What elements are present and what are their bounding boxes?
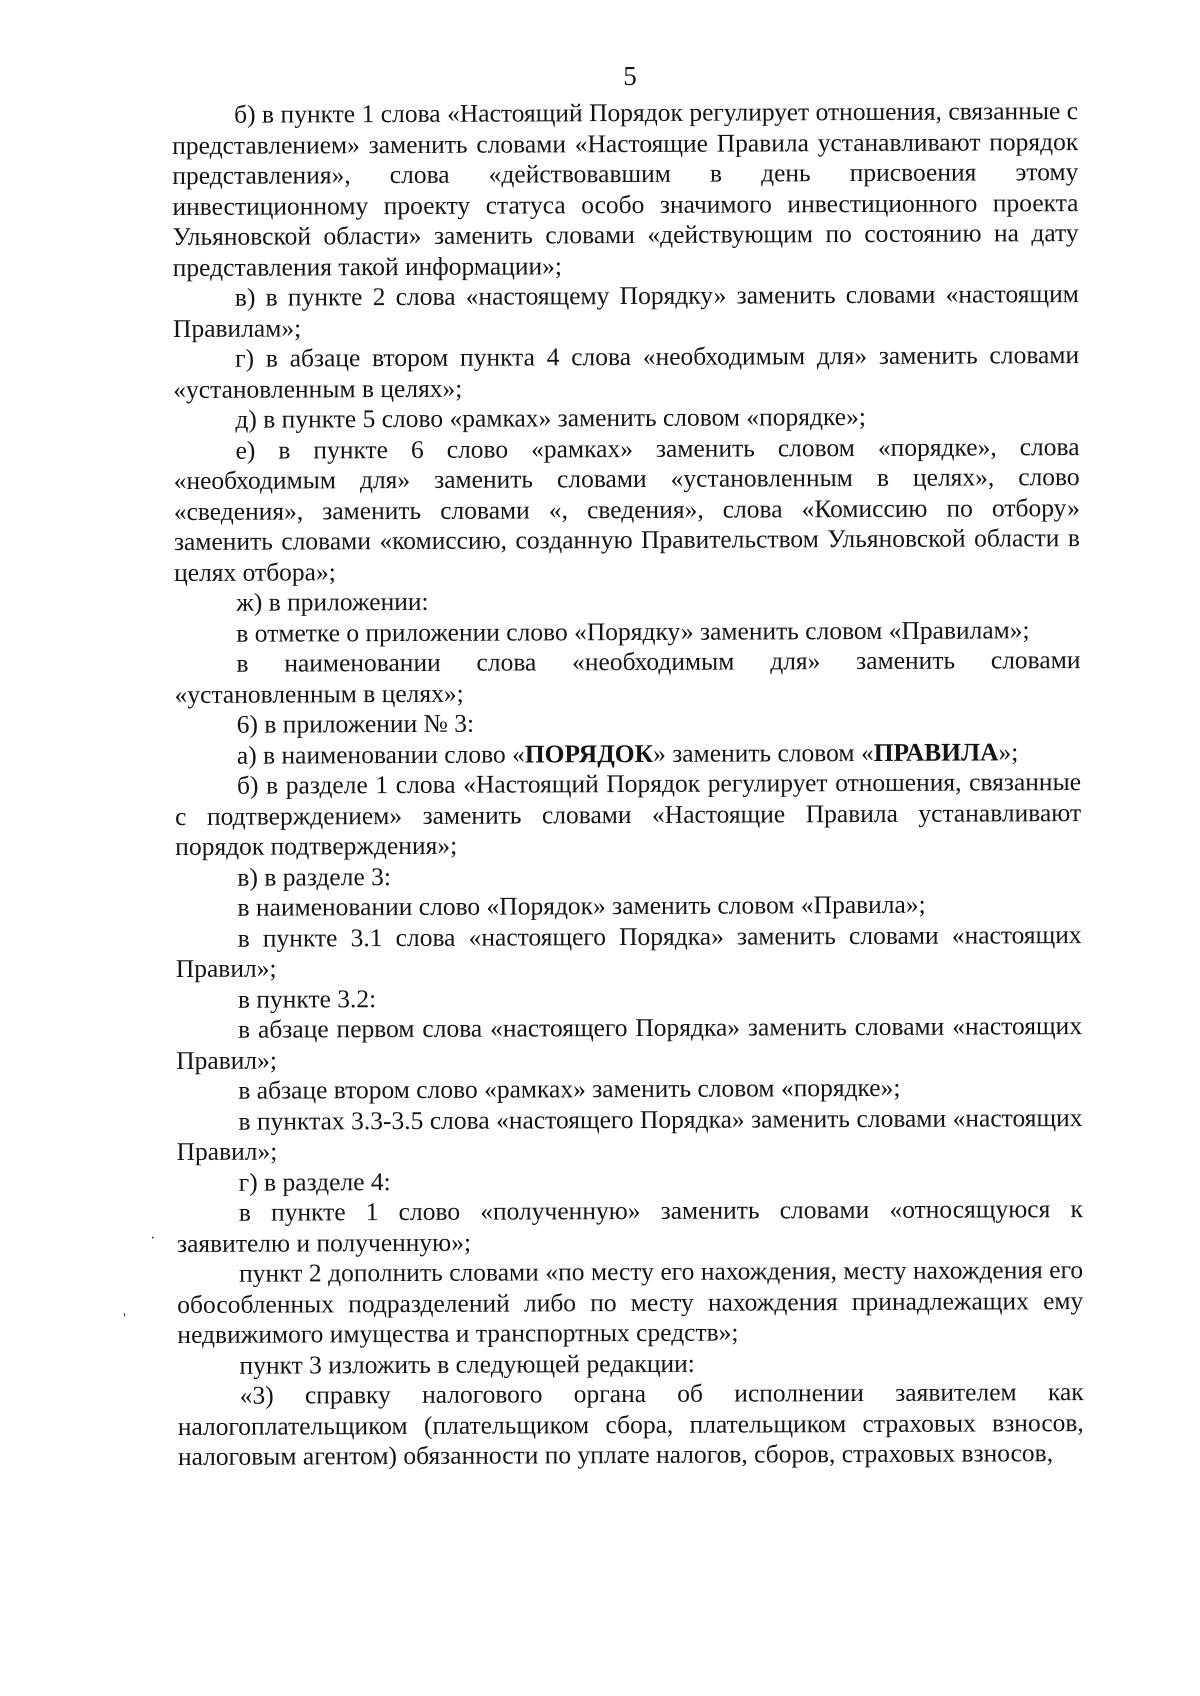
paragraph: ж) в приложении: [236,586,429,617]
scan-speck: ` [114,1311,129,1329]
paragraph: в пункте 3.2: [237,983,377,1014]
text-run: а) в наименовании слово « [236,738,525,770]
document-body [172,96,1084,1472]
paragraph: в) в разделе 3: [237,861,392,892]
paragraph: в) в пункте 2 слова «настоящему Порядку» заменить словами «настоящим Правилам»; [172,279,1079,343]
paragraph: пункт 3 изложить в следующей редакции: [239,1348,695,1380]
paragraph: в пунктах 3.3-3.5 слова «настоящего Порядка» заменить словами «настоящих Правил»; [176,1102,1083,1166]
page-number: 5 [623,61,637,91]
paragraph: в абзаце втором слово «рамках» заменить словом «порядке»; [238,1072,901,1105]
paragraph: е) в пункте 6 слово «рамках» заменить словом «порядке», слова «необходимым для» заменить словами «установленным в целях», слово «сведения», заменить словами «, сведения», слова «Комиссию по отбору» заменить словами «комиссию, созданную Правительством Ульяновской области в целях отбора»; [173,431,1080,587]
bold-word-pravila: ПРАВИЛА [873,736,999,767]
paragraph: пункт 2 дополнить словами «по месту его нахождения, месту нахождения его обособленных подразделений либо по месту нахождения принадлежащих ему недвижимого имущества и транспортных средств»; [177,1255,1084,1349]
paragraph [175,737,1081,771]
paragraph: в наименовании слова «необходимым для» заменить словами «установленным в целях»; [174,645,1081,709]
paragraph: в абзаце первом слова «настоящего Порядка» заменить словами «настоящих Правил»; [176,1011,1083,1075]
paragraph: б) в разделе 1 слова «Настоящий Порядок регулирует отношения, связанные с подтверждением» заменить словами «Настоящие Правила устанавливают порядок подтверждения»; [175,767,1082,861]
paragraph: в пункте 3.1 слова «настоящего Порядка» заменить словами «настоящих Правил»; [175,919,1082,983]
paragraph: 6) в приложении № 3: [236,708,475,739]
paragraph: «3) справку налогового органа об исполнении заявителем как налогоплательщиком (плательщиком сбора, плательщиком страховых взносов, налоговым агентом) обязанности по уплате налогов, сборов, страховых взносов, [177,1377,1084,1471]
text-run: »; [998,736,1019,766]
text-run: » заменить словом « [652,737,874,768]
paragraph: в пункте 1 слово «полученную» заменить словами «относящуюся к заявителю и полученную»; [176,1194,1083,1258]
paragraph: в наименовании слово «Порядок» заменить словом «Правила»; [237,889,926,922]
scan-speck: • [151,1235,155,1242]
bold-word-poryadok: ПОРЯДОК [524,738,654,768]
paragraph: г) в разделе 4: [238,1166,391,1197]
paragraph: б) в пункте 1 слова «Настоящий Порядок регулирует отношения, связанные с представлением» заменить словами «Настоящие Правила устанавливают порядок представления», слова «действовавшим в день присвоения этому инвестиционному проекту статуса особо значимого инвестиционного проекта Ульяновской области» заменить словами «действующим по состоянию на дату представления такой информации»; [172,96,1079,282]
paragraph: г) в абзаце втором пункта 4 слова «необходимым для» заменить словами «установленным в целях»; [173,340,1080,404]
paragraph: д) в пункте 5 слово «рамках» заменить словом «порядке»; [235,401,866,434]
paragraph: в отметке о приложении слово «Порядку» заменить словом «Правилам»; [236,614,1030,648]
